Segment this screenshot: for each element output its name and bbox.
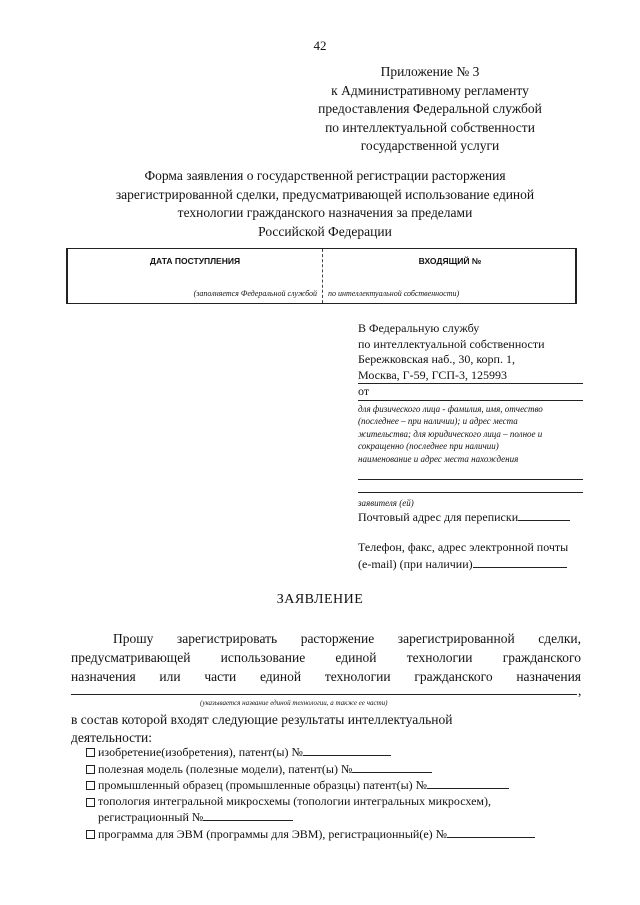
intake-note-right: по интеллектуальной собственности) bbox=[328, 289, 460, 298]
applicant-name-line-1[interactable] bbox=[358, 467, 583, 480]
checkbox-invention[interactable] bbox=[86, 748, 95, 757]
technology-name-field[interactable] bbox=[71, 694, 577, 695]
form-title-line: Российской Федерации bbox=[258, 223, 392, 239]
statement-body bbox=[71, 629, 581, 686]
form-title bbox=[80, 167, 570, 241]
statement-heading: ЗАЯВЛЕНИЕ bbox=[276, 592, 364, 607]
phone-label-line: Телефон, факс, адрес электронной почты bbox=[358, 540, 569, 554]
appendix-header bbox=[300, 63, 560, 156]
applicant-name-line-2[interactable] bbox=[358, 480, 583, 493]
phone-blank[interactable] bbox=[473, 556, 567, 568]
number-blank[interactable] bbox=[303, 744, 391, 756]
list-item bbox=[86, 826, 576, 843]
list-item bbox=[86, 744, 576, 761]
appendix-line: Приложение № 3 bbox=[380, 64, 480, 79]
date-received-header: ДАТА ПОСТУПЛЕНИЯ bbox=[149, 256, 241, 266]
checkbox-computer-program[interactable] bbox=[86, 830, 95, 839]
intake-note-left: (заполняется Федеральной службой bbox=[193, 289, 317, 298]
applicant-hint-line: жительства; для юридического лица – полное и bbox=[358, 428, 543, 439]
addressee-line: Москва, Г-59, ГСП-3, 125993 bbox=[358, 368, 583, 385]
statement-line: деятельности: bbox=[71, 730, 153, 745]
technology-name-hint: (указывается название единой технологии, а также ее части) bbox=[200, 699, 388, 707]
list-item-label: полезная модель (полезные модели), патент(ы) № bbox=[98, 761, 353, 776]
statement-line: предусматривающей использование единой технологии гражданского bbox=[71, 650, 581, 665]
registration-number-label: регистрационный № bbox=[98, 810, 204, 824]
list-item bbox=[86, 761, 576, 778]
list-item bbox=[86, 777, 576, 794]
form-title-line: Форма заявления о государственной регистрации расторжения bbox=[144, 168, 506, 183]
applicant-hint-line: для физического лица - фамилия, имя, отчество bbox=[358, 403, 543, 414]
number-blank[interactable] bbox=[203, 809, 293, 821]
intake-table bbox=[66, 248, 577, 304]
incoming-number-header: ВХОДЯЩИЙ № bbox=[418, 256, 482, 266]
phone-field[interactable] bbox=[358, 556, 583, 573]
list-item bbox=[86, 794, 576, 810]
list-item-label: промышленный образец (промышленные образцы) патент(ы) № bbox=[98, 778, 428, 792]
statement-line: Прошу зарегистрировать расторжение зарегистрированной сделки, bbox=[113, 631, 581, 646]
applicant-hint-line: (последнее – при наличии); и адрес места bbox=[358, 416, 518, 426]
comma: , bbox=[578, 683, 582, 698]
addressee-line: по интеллектуальной собственности bbox=[358, 336, 545, 351]
list-item-label: изобретение(изобретения), патент(ы) № bbox=[98, 745, 303, 759]
appendix-line: предоставления Федеральной службой bbox=[318, 101, 542, 116]
number-blank[interactable] bbox=[352, 761, 432, 773]
form-title-line: зарегистрированной сделки, предусматривающей использование единой bbox=[115, 186, 535, 202]
checkbox-ic-topology[interactable] bbox=[86, 798, 95, 807]
addressee-line: Бережковская наб., 30, корп. 1, bbox=[358, 352, 515, 366]
list-item-label: программа для ЭВМ (программы для ЭВМ), регистрационный(е) № bbox=[98, 826, 448, 841]
number-blank[interactable] bbox=[427, 777, 509, 789]
page-number: 42 bbox=[313, 38, 327, 53]
applicant-label: заявителя (ей) bbox=[358, 498, 414, 508]
applicant-hint-line: сокращенно (последнее при наличии) bbox=[358, 441, 499, 451]
form-title-line: технологии гражданского назначения за пределами bbox=[177, 205, 473, 220]
list-item-continuation bbox=[86, 809, 576, 826]
phone-label: (e-mail) (при наличии) bbox=[358, 556, 473, 571]
list-item-label: топология интегральной микросхемы (топологии интегральных микросхем), bbox=[98, 793, 492, 808]
checkbox-industrial-design[interactable] bbox=[86, 781, 95, 790]
number-blank[interactable] bbox=[447, 826, 535, 838]
checkbox-utility-model[interactable] bbox=[86, 765, 95, 774]
postal-address-label: Почтовый адрес для переписки bbox=[358, 509, 519, 524]
appendix-line: государственной услуги bbox=[360, 138, 500, 153]
postal-address-field[interactable] bbox=[358, 509, 583, 526]
results-list bbox=[86, 744, 576, 842]
applicant-hint-line: наименование и адрес места нахождения bbox=[358, 453, 519, 464]
addressee-line: В Федеральную службу bbox=[358, 321, 480, 335]
statement-tail bbox=[71, 711, 581, 747]
postal-address-blank[interactable] bbox=[518, 509, 570, 521]
statement-line: назначения или части единой технологии гражданского назначения bbox=[71, 669, 581, 684]
addressee-block bbox=[358, 321, 583, 572]
from-field[interactable] bbox=[358, 384, 583, 401]
from-label: от bbox=[358, 384, 370, 398]
statement-line: в состав которой входят следующие результаты интеллектуальной bbox=[71, 712, 453, 727]
appendix-line: к Административному регламенту bbox=[331, 82, 529, 98]
appendix-line: по интеллектуальной собственности bbox=[325, 119, 535, 135]
